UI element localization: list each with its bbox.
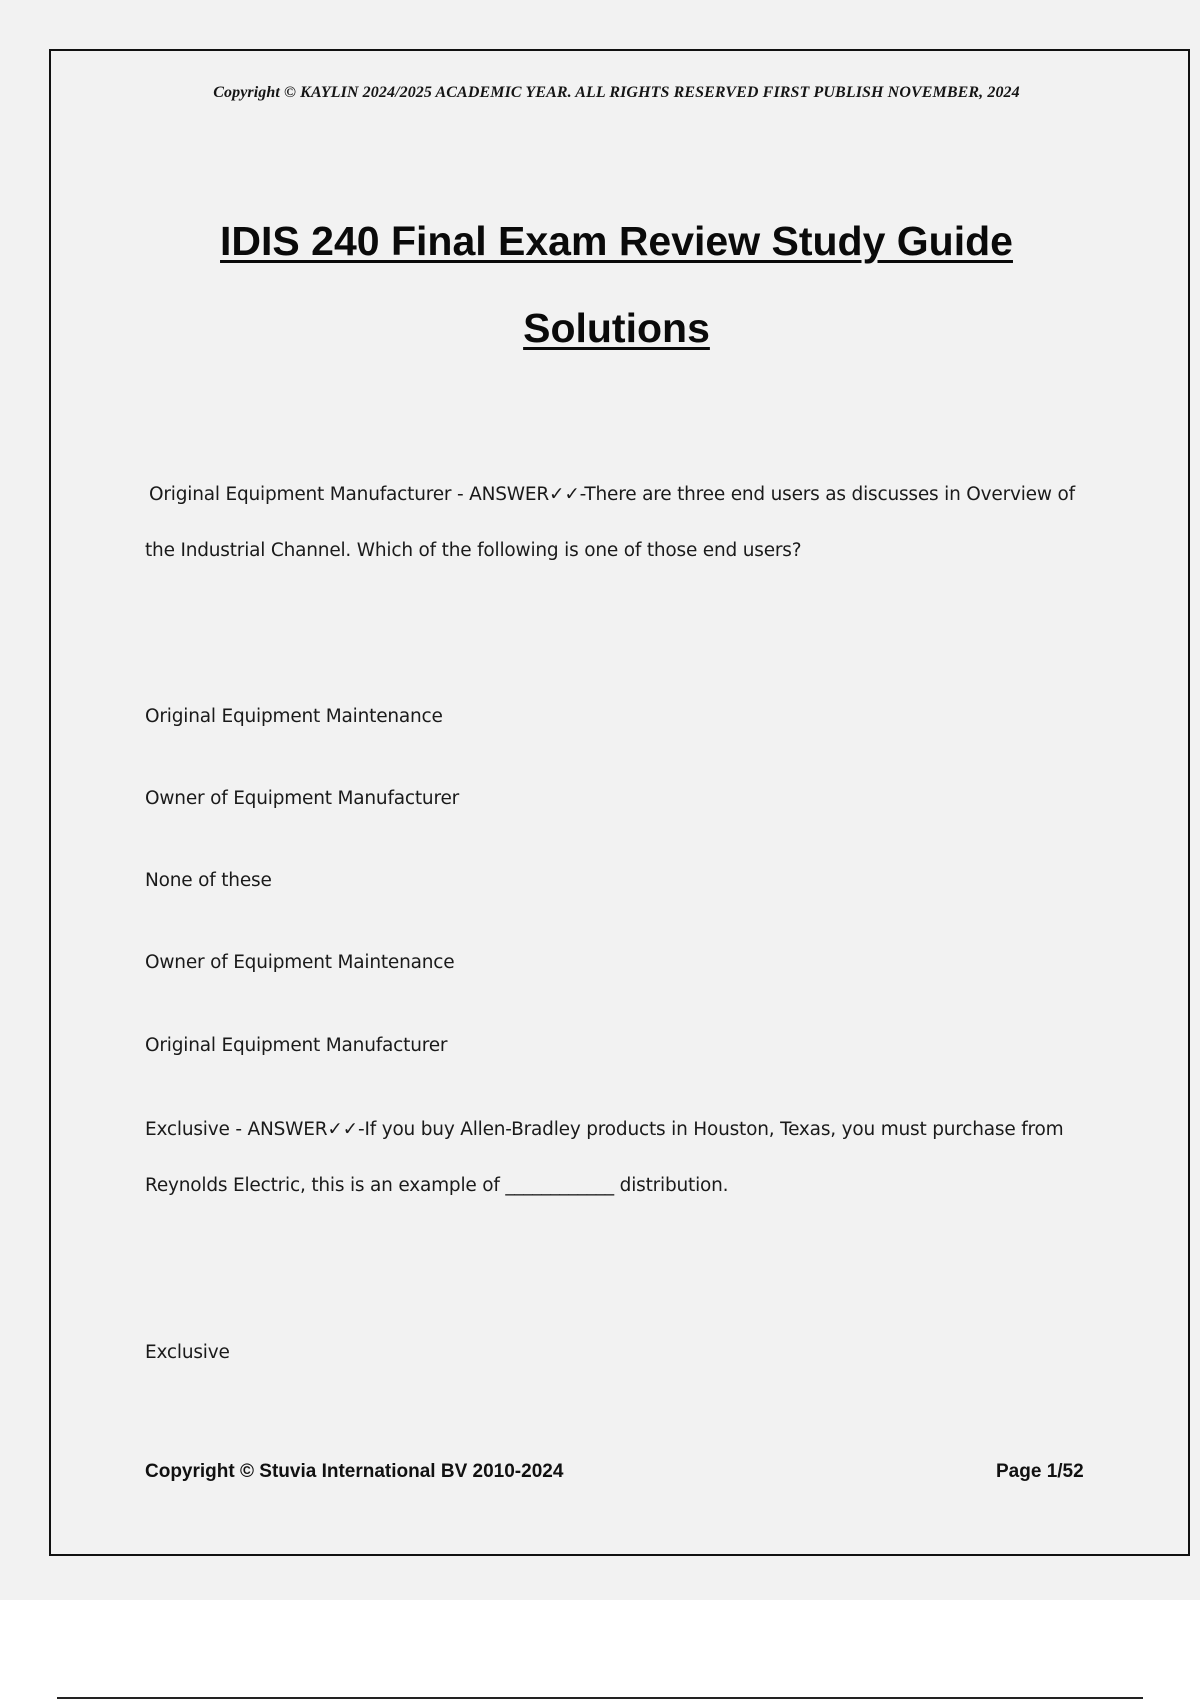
document-title-text-2: Solutions bbox=[523, 305, 710, 351]
next-page-top-rule bbox=[57, 1697, 1143, 1699]
page-number: Page 1/52 bbox=[996, 1461, 1084, 1482]
question-1-option: Owner of Equipment Manufacturer bbox=[145, 788, 460, 809]
question-2-answer: Exclusive bbox=[145, 1342, 230, 1363]
question-1-option: None of these bbox=[145, 870, 272, 891]
question-1-option: Original Equipment Maintenance bbox=[145, 706, 443, 727]
document-title-line-2 bbox=[0, 305, 1200, 352]
document-title-line-1 bbox=[0, 218, 1200, 265]
header-copyright: Copyright © KAYLIN 2024/2025 ACADEMIC YEAR. ALL RIGHTS RESERVED FIRST PUBLISH NOVEMBER, 2024 bbox=[213, 84, 1020, 101]
question-1-line-2: the Industrial Channel. Which of the following is one of those end users? bbox=[145, 540, 802, 561]
question-1-option: Original Equipment Manufacturer bbox=[145, 1035, 448, 1056]
footer-copyright: Copyright © Stuvia International BV 2010-2024 bbox=[145, 1461, 564, 1482]
question-1-line-1: Original Equipment Manufacturer - ANSWER✓✓-There are three end users as discusses in Overview of bbox=[149, 484, 1075, 505]
question-2-line-2: Reynolds Electric, this is an example of ____________ distribution. bbox=[145, 1175, 729, 1196]
question-1-option: Owner of Equipment Maintenance bbox=[145, 952, 455, 973]
question-2-line-1: Exclusive - ANSWER✓✓-If you buy Allen-Bradley products in Houston, Texas, you must purchase from bbox=[145, 1119, 1064, 1140]
document-title-text-1: IDIS 240 Final Exam Review Study Guide bbox=[220, 218, 1013, 264]
